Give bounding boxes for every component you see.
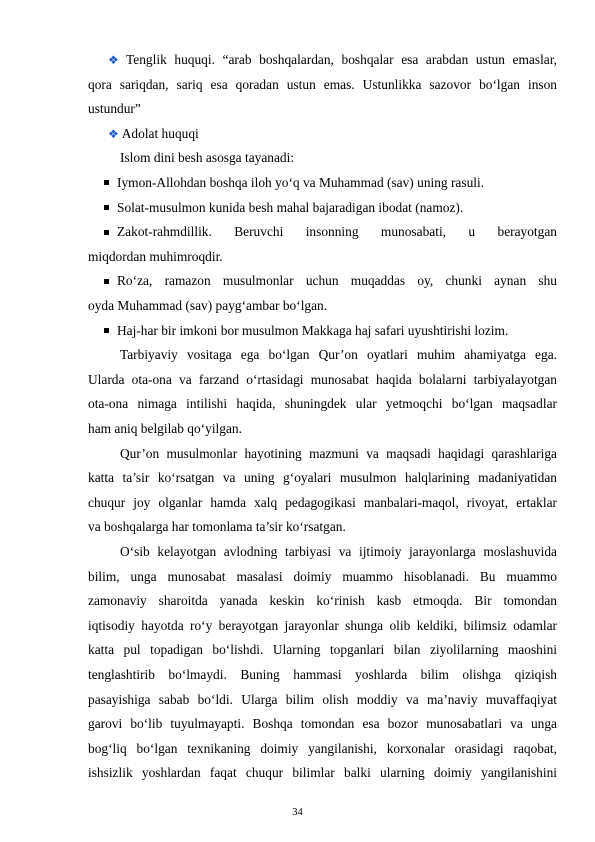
text-line <box>88 642 557 658</box>
line-text: O‘sib kelayotgan avlodning tarbiyasi va ijtimoiy jarayonlarga moslashuvida <box>120 544 557 559</box>
line-text: ishsizlik yoshlardan faqat chuqur bilimlar balki ularning doimiy yangilanishini <box>88 765 557 781</box>
text-line <box>104 175 557 191</box>
page-number: 34 <box>292 807 303 818</box>
line-text: Tarbiyaviy vositaga ega bo‘lgan Qur’on oyatlari muhim ahamiyatga ega. <box>120 347 557 363</box>
text-line <box>104 224 557 240</box>
line-text: oyda Muhammad (sav) payg‘ambar bo‘lgan. <box>88 298 328 313</box>
square-bullet-icon <box>104 279 109 284</box>
text-line <box>120 150 557 166</box>
line-text: garovi bo‘lib tuyulmayapti. Boshqa tomondan esa bozor munosabatlari va unga <box>88 716 557 732</box>
text-line <box>120 347 557 363</box>
line-text: chuqur joy olganlar hamda xalq pedagogikasi manbalari-maqol, rivoyat, ertaklar <box>88 494 557 510</box>
line-text: ota-ona nimaga intilishi haqida, shuningdek ular yetmoqchi bo‘lgan maqsadlar <box>88 396 557 412</box>
text-line <box>88 618 557 634</box>
line-text: Solat-musulmon kunida besh mahal bajaradigan ibodat (namoz). <box>117 199 464 215</box>
line-text: Zakot-rahmdillik. Beruvchi insonning munosabati, u berayotgan <box>117 224 557 240</box>
square-bullet-icon <box>104 205 109 210</box>
diamond-bullet-icon: ❖ <box>108 126 119 141</box>
text-line <box>120 446 557 462</box>
line-text: Iymon-Allohdan boshqa iloh yo‘q va Muhammad (sav) uning rasuli. <box>117 175 485 190</box>
line-text: bog‘liq bo‘lgan texnikaning doimiy yangilanishi, korxonalar orasidagi raqobat, <box>88 740 557 756</box>
text-line <box>88 667 557 683</box>
line-text: katta ta’sir ko‘rsatgan va uning g‘oyalari musulmon halqlarining madaniyatidan <box>88 470 557 486</box>
square-bullet-icon <box>104 230 109 235</box>
line-text: Qur’on musulmonlar hayotining mazmuni va maqsadi haqidagi qarashlariga <box>120 445 557 461</box>
text-line <box>120 544 557 560</box>
line-text: va boshqalarga har tomonlama ta’sir ko‘rsatgan. <box>88 519 346 535</box>
line-text: pasayishiga sabab bo‘ldi. Ularga bilim olish moddiy va ma’naviy muvaffaqiyat <box>88 691 557 707</box>
text-line <box>88 470 557 486</box>
text-line <box>88 396 557 412</box>
line-text: Haj-har bir imkoni bor musulmon Makkaga haj safari uyushtirishi lozim. <box>117 322 509 338</box>
square-bullet-icon <box>104 328 109 333</box>
text-line <box>108 126 557 142</box>
text-line <box>88 519 557 535</box>
text-line <box>88 716 557 732</box>
square-bullet-icon <box>104 180 109 185</box>
text-line <box>88 101 557 117</box>
text-line <box>88 77 557 93</box>
text-line <box>88 298 557 314</box>
text-line <box>88 421 557 437</box>
line-text: Adolat huquqi <box>121 125 199 141</box>
diamond-bullet-icon: ❖ <box>108 53 124 67</box>
text-line <box>104 200 557 216</box>
line-text: ham aniq belgilab qo‘yilgan. <box>88 421 242 436</box>
line-text: qora sariqdan, sariq esa qoradan ustun emas. Ustunlikka sazovor bo‘lgan inson <box>88 76 557 92</box>
text-line <box>88 692 557 708</box>
text-line <box>104 273 557 289</box>
line-text: miqdordan muhimroqdir. <box>88 248 223 264</box>
line-text: Ularda ota-ona va farzand o‘rtasidagi munosabat haqida bolalarni tarbiyalayotgan <box>88 371 557 387</box>
text-line <box>108 52 557 68</box>
text-line <box>104 323 557 339</box>
text-line <box>88 372 557 388</box>
line-text: katta pul topadigan bo‘lishdi. Ularning topganlari bilan ziyolilarning maoshini <box>88 642 557 658</box>
text-line <box>88 249 557 265</box>
line-text: zamonaviy sharoitda yanada keskin ko‘rinish kasb etmoqda. Bir tomondan <box>88 593 557 609</box>
line-text: Islom dini besh asosga tayanadi: <box>120 150 295 166</box>
text-line <box>88 495 557 511</box>
line-text: ustundur” <box>88 101 141 117</box>
text-line <box>88 765 557 781</box>
text-line <box>88 593 557 609</box>
line-text: iqtisodiy hayotda ro‘y berayotgan jarayonlar shunga olib keldiki, bilimsiz odamlar <box>88 617 557 633</box>
line-text: Ro‘za, ramazon musulmonlar uchun muqaddas oy, chunki aynan shu <box>117 273 557 289</box>
text-line <box>88 741 557 757</box>
line-text: tenglashtirib bo‘lmaydi. Buning hammasi yoshlarda bilim olishga qiziqish <box>88 667 557 682</box>
line-text: bilim, unga munosabat masalasi doimiy muammo hisoblanadi. Bu muammo <box>88 568 557 584</box>
text-line <box>88 569 557 585</box>
line-text: Tenglik huquqi. “arab boshqalardan, boshqalar esa arabdan ustun emaslar, <box>126 52 557 67</box>
